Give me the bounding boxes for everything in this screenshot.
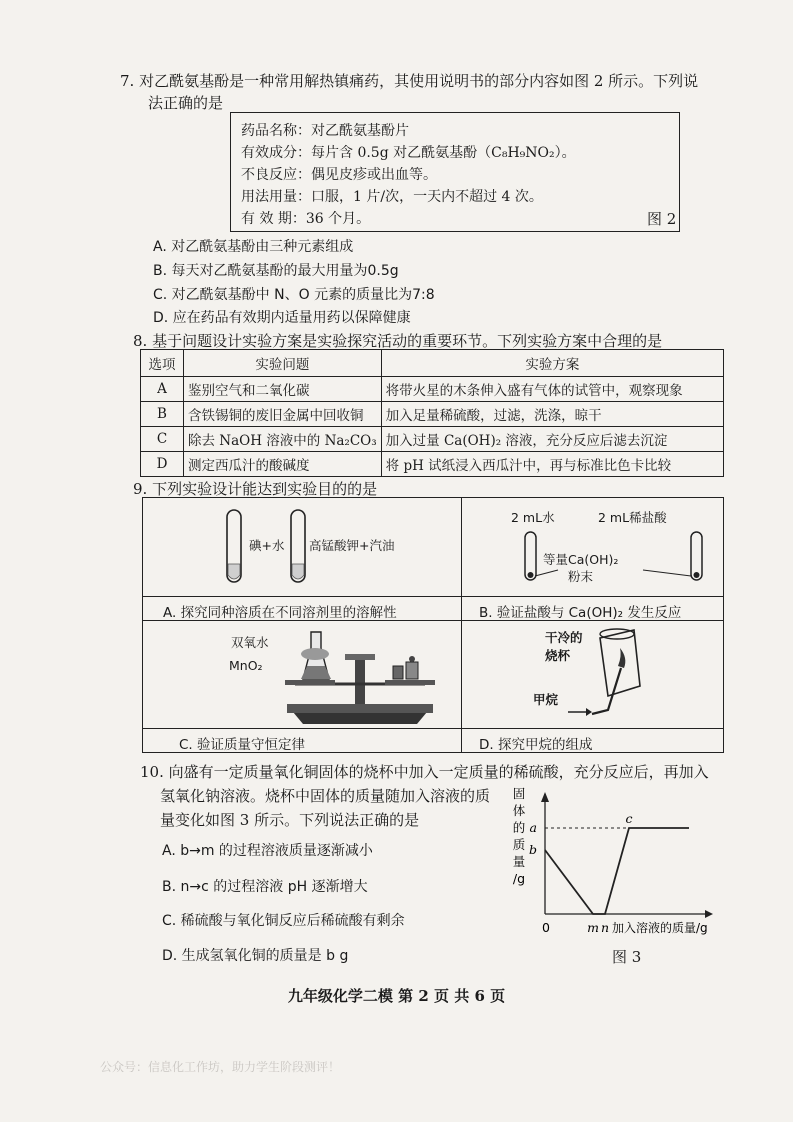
q9b-label-water: 2 mL水: [511, 510, 555, 525]
row-plan: 将 pH 试纸浸入西瓜汁中，再与标准比色卡比较: [381, 452, 723, 477]
q7-option-c: C. 对乙酰氨基酚中 N、O 元素的质量比为7:8: [153, 287, 435, 303]
table-row: [141, 402, 724, 427]
row-plan: 加入过量 Ca(OH)₂ 溶液，充分反应后滤去沉淀: [381, 427, 723, 452]
table-row: [141, 427, 724, 452]
row-problem: 除去 NaOH 溶液中的 Na₂CO₃: [184, 427, 382, 452]
q7-stem-line1: 7. 对乙酰氨基酚是一种常用解热镇痛药，其使用说明书的部分内容如图 2 所示。下列说: [120, 72, 699, 90]
q9b-label-hcl: 2 mL稀盐酸: [598, 510, 667, 525]
q9b-label-powder: 粉末: [568, 569, 594, 584]
row-problem: 鉴别空气和二氧化碳: [184, 377, 382, 402]
q10-option-d: D. 生成氢氧化铜的质量是 b g: [162, 948, 349, 964]
x-tick-label-m: m: [587, 920, 599, 935]
q9c-caption: C. 验证质量守恒定律: [179, 737, 306, 753]
q9d-label-beaker: 烧杯: [545, 648, 571, 663]
q9a-label-iodine-water: 碘+水: [249, 538, 285, 553]
q7-option-d: D. 应在药品有效期内适量用药以保障健康: [153, 310, 411, 326]
drug-name: 药品名称：对乙酰氨基酚片: [241, 123, 409, 139]
drug-ingredient: 有效成分：每片含 0.5g 对乙酰氨基酚（C₈H₉NO₂）。: [241, 145, 576, 161]
table-header-row: [141, 350, 724, 377]
q9-stem: 9. 下列实验设计能达到实验目的的是: [133, 480, 378, 498]
header-plan: 实验方案: [381, 350, 723, 377]
y-axis-label-part: 体: [512, 803, 526, 818]
y-axis-label-part: 的: [512, 820, 526, 835]
row-option: C: [141, 427, 184, 452]
y-axis-label-part: 固: [512, 786, 526, 801]
y-axis-label-part: /g: [512, 871, 526, 886]
q10-stem-line3: 量变化如图 3 所示。下列说法正确的是: [160, 811, 420, 829]
q7-stem-line2: 法正确的是: [148, 94, 224, 112]
y-axis-arrow: [541, 792, 549, 802]
q9d-caption: D. 探究甲烷的组成: [479, 737, 593, 753]
row-plan: 加入足量稀硫酸，过滤，洗涤，晾干: [381, 402, 723, 427]
drug-expiry: 有 效 期：36 个月。: [241, 211, 371, 227]
q9d-label-methane: 甲烷: [533, 692, 559, 707]
q8-stem: 8. 基于问题设计实验方案是实验探究活动的重要环节。下列实验方案中合理的是: [133, 332, 663, 350]
q10-stem-line1: 10. 向盛有一定质量氧化铜固体的烧杯中加入一定质量的稀硫酸，充分反应后，再加入: [140, 763, 709, 781]
row-problem: 测定西瓜汁的酸碱度: [184, 452, 382, 477]
q9b-label-caoh2: 等量Ca(OH)₂: [543, 552, 619, 567]
figure-2-label: 图 2: [647, 210, 677, 228]
q9a-caption: A. 探究同种溶质在不同溶剂里的溶解性: [163, 605, 397, 621]
q9-figure-grid: [142, 497, 724, 753]
point-label-c: c: [625, 811, 633, 826]
q9c-label-h2o2: 双氧水: [231, 635, 269, 650]
q7-drug-info-box: [230, 112, 680, 232]
q9b-caption: B. 验证盐酸与 Ca(OH)₂ 发生反应: [479, 605, 682, 621]
q9d-label-dry-cold: 干冷的: [545, 630, 583, 645]
row-option: A: [141, 377, 184, 402]
header-problem: 实验问题: [184, 350, 382, 377]
y-axis-label-part: 质: [512, 837, 526, 852]
row-plan: 将带火星的木条伸入盛有气体的试管中，观察现象: [381, 377, 723, 402]
y-axis-label-part: 量: [512, 854, 526, 869]
x-axis-label: 加入溶液的质量/g: [612, 921, 708, 935]
series-line: [545, 828, 689, 914]
row-option: B: [141, 402, 184, 427]
q10-stem-line2: 氢氧化钠溶液。烧杯中固体的质量随加入溶液的质: [160, 787, 491, 805]
q9a-label-kmno4-gasoline: 高锰酸钾+汽油: [309, 538, 395, 553]
q10-option-b: B. n→c 的过程溶液 pH 逐渐增大: [162, 879, 368, 895]
q9c-label-mno2: MnO₂: [229, 658, 263, 673]
q7-option-a: A. 对乙酰氨基酚由三种元素组成: [153, 239, 354, 255]
q10-option-c: C. 稀硫酸与氧化铜反应后稀硫酸有剩余: [162, 913, 405, 929]
x-axis-arrow: [705, 910, 713, 918]
y-tick-label-b: b: [528, 842, 537, 857]
figure-3-chart: [505, 782, 725, 942]
q8-table: [140, 349, 724, 477]
figure-3-label: 图 3: [612, 948, 642, 966]
watermark-text: 公众号：信息化工作坊，助力学生阶段测评！: [100, 1060, 341, 1074]
balance-drawing: [275, 624, 445, 728]
table-row: [141, 452, 724, 477]
q7-option-b: B. 每天对乙酰氨基酚的最大用量为0.5g: [153, 263, 399, 279]
y-tick-label-a: a: [529, 820, 537, 835]
page-footer: 九年级化学二模 第 2 页 共 6 页: [287, 987, 506, 1005]
beaker-flame-drawing: [528, 624, 648, 720]
table-row: [141, 377, 724, 402]
q10-option-a: A. b→m 的过程溶液质量逐渐减小: [162, 843, 373, 859]
drug-adverse: 不良反应：偶见皮疹或出血等。: [241, 167, 437, 183]
origin-label: 0: [542, 920, 550, 935]
x-tick-label-n: n: [600, 920, 610, 935]
drug-usage: 用法用量：口服，1 片/次，一天内不超过 4 次。: [241, 189, 543, 205]
header-option: 选项: [141, 350, 184, 377]
row-option: D: [141, 452, 184, 477]
row-problem: 含铁锡铜的废旧金属中回收铜: [184, 402, 382, 427]
